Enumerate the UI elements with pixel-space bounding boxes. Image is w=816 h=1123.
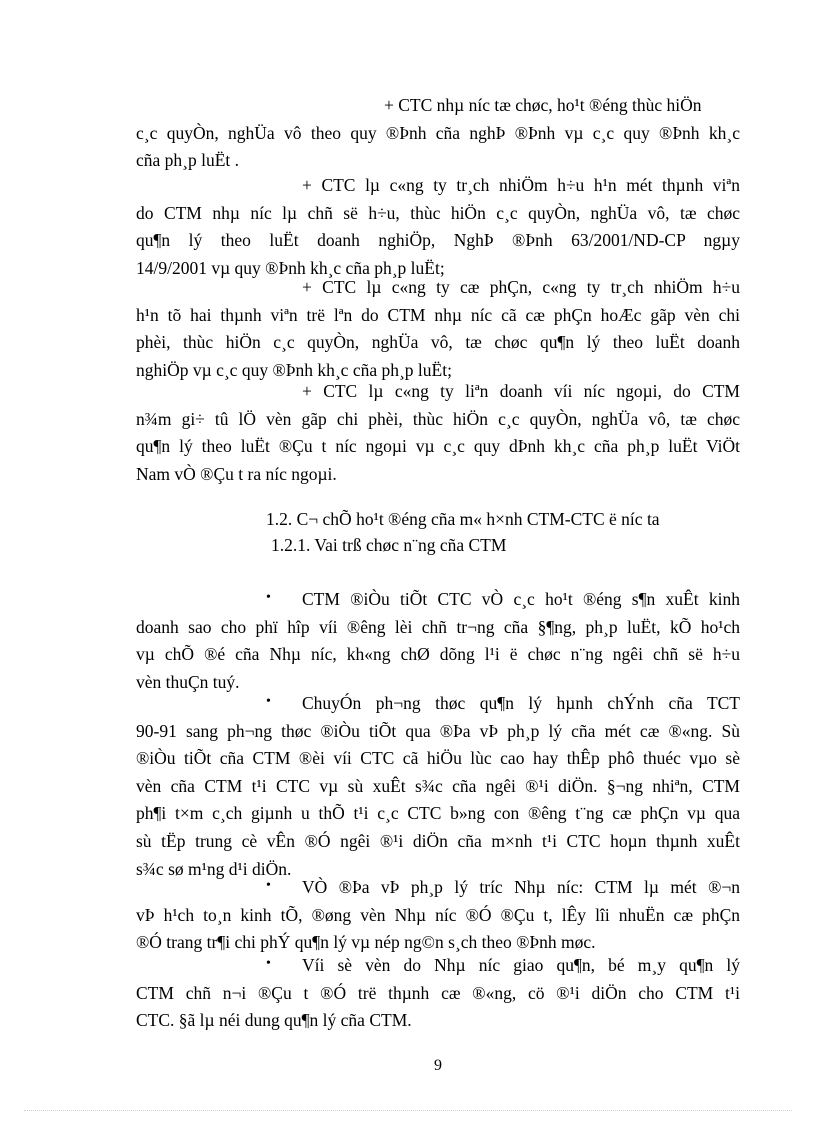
page-bottom-divider [24, 1110, 792, 1111]
text-line: qu¶n lý theo luËt doanh nghiÖp, NghÞ ®Þnh 63/2001/ND-CP ngµy [136, 230, 740, 251]
text-line: c¸c quyÒn, nghÜa vô theo quy ®Þnh cña nghÞ ®Þnh vµ c¸c quy ®Þnh kh¸c [136, 122, 740, 143]
text-line: do CTM nhµ níc lµ chñ së h÷u, thùc hiÖn c¸c quyÒn, nghÜa vô, tæ chøc [136, 202, 740, 223]
page-number: 9 [434, 1057, 442, 1074]
text-line: cña ph¸p luËt . [136, 150, 240, 171]
text-line: ph¶i t×m c¸ch giµnh u thÕ t¹i c¸c CTC b»ng con ®êng t¨ng cæ phÇn vµ qua [136, 803, 740, 824]
paragraph-ctc-joint-stock [136, 274, 740, 384]
text-line: 14/9/2001 vµ quy ®Þnh kh¸c cña ph¸p luËt; [136, 257, 445, 278]
bullet-icon: • [266, 590, 271, 605]
text-line: 90-91 sang ph¬ng thøc ®iÒu tiÕt qua ®Þa vÞ ph¸p lý cña mét cæ ®«ng. Sù [136, 720, 740, 741]
text-line: vèn thuÇn tuý. [136, 671, 240, 692]
bullet-paragraph [136, 690, 740, 883]
bullet-icon: • [266, 956, 271, 971]
bullet-icon: • [266, 694, 271, 709]
paragraph-ctc-joint-venture [136, 378, 740, 488]
text-line: nghiÖp vµ c¸c quy ®Þnh kh¸c cña ph¸p luËt; [136, 359, 452, 380]
section-heading: 1.2. C¬ chÕ ho¹t ®éng cña m« h×nh CTM-CTC ë níc ta [266, 509, 660, 529]
text-line: doanh sao cho phï hîp víi ®êng lèi chñ tr¬ng cña §¶ng, ph¸p luËt, kÕ ho¹ch [136, 616, 740, 637]
bullet-paragraph [136, 586, 740, 696]
text-line: + CTC lµ c«ng ty tr¸ch nhiÖm h÷u h¹n mét thµnh viªn [302, 175, 740, 195]
text-line: phèi, thùc hiÖn c¸c quyÒn, nghÜa vô, tæ chøc qu¶n lý theo luËt doanh [136, 332, 740, 353]
text-line: qu¶n lý theo luËt ®Çu t níc ngoµi vµ c¸c quy dÞnh kh¸c cña ph¸p luËt ViÖt [136, 436, 740, 457]
bullet-paragraph [136, 874, 740, 957]
text-line: ®iÒu tiÕt cña CTM ®èi víi CTC cã hiÖu lùc cao hay thÊp phô thuéc vµo sè [136, 748, 740, 769]
text-line: vµ chÕ ®é cña Nhµ níc, kh«ng chØ dõng l¹i ë chøc n¨ng ngêi chñ së h÷u [136, 644, 740, 665]
text-line: Nam vÒ ®Çu t ra níc ngoµi. [136, 463, 337, 484]
text-line: + CTC lµ c«ng ty cæ phÇn, c«ng ty tr¸ch nhiÖm h÷u [302, 277, 740, 297]
paragraph-ctc-single-member [136, 172, 740, 282]
text-line: VÒ ®Þa vÞ ph¸p lý tríc Nhµ níc: CTM lµ mét ®¬n [302, 877, 740, 897]
text-line: s¾c sø m¹ng d¹i diÖn. [136, 858, 292, 879]
text-line: vèn cña CTM t¹i CTC vµ sù xuÊt s¾c cña ngêi ®¹i diÖn. §¬ng nhiªn, CTM [136, 775, 740, 796]
text-line: + CTC nhµ níc tæ chøc, ho¹t ®éng thùc hiÖn [384, 95, 702, 115]
bullet-paragraph [136, 952, 740, 1035]
text-line: ®Ó trang tr¶i chi phÝ qu¶n lý vµ nép ng©n s¸ch theo ®Þnh møc. [136, 932, 596, 953]
text-line: + CTC lµ c«ng ty liªn doanh víi níc ngoµi, do CTM [302, 381, 740, 401]
text-line: Víi sè vèn do Nhµ níc giao qu¶n, bé m¸y qu¶n lý [302, 955, 740, 975]
text-line: CTM ®iÒu tiÕt CTC vÒ c¸c ho¹t ®éng s¶n xuÊt kinh [302, 589, 740, 609]
paragraph-ctc-state-owned [136, 92, 740, 175]
subsection-heading: 1.2.1. Vai trß chøc n¨ng cña CTM [271, 535, 507, 555]
text-line: vÞ h¹ch to¸n kinh tÕ, ®øng vèn Nhµ níc ®Ó ®Çu t, lÊy lîi nhuËn cæ phÇn [136, 904, 740, 925]
text-line: n¾m gi÷ tû lÖ vèn gãp chi phèi, thùc hiÖn c¸c quyÒn, nghÜa vô, tæ chøc [136, 408, 740, 429]
text-line: sù tËp trung cè vÊn ®Ó ngêi ®¹i diÖn cña m×nh t¹i CTC hoµn thµnh xuÊt [136, 830, 740, 851]
text-line: CTC. §ã lµ néi dung qu¶n lý cña CTM. [136, 1010, 412, 1031]
bullet-icon: • [266, 878, 271, 893]
text-line: CTM chñ n¬i ®Çu t ®Ó trë thµnh cæ ®«ng, cö ®¹i diÖn cho CTM t¹i [136, 982, 740, 1003]
text-line: ChuyÓn ph¬ng thøc qu¶n lý hµnh chÝnh cña TCT [302, 693, 740, 713]
text-line: h¹n tõ hai thµnh viªn trë lªn do CTM nhµ níc cã cæ phÇn hoÆc gãp vèn chi [136, 304, 740, 325]
